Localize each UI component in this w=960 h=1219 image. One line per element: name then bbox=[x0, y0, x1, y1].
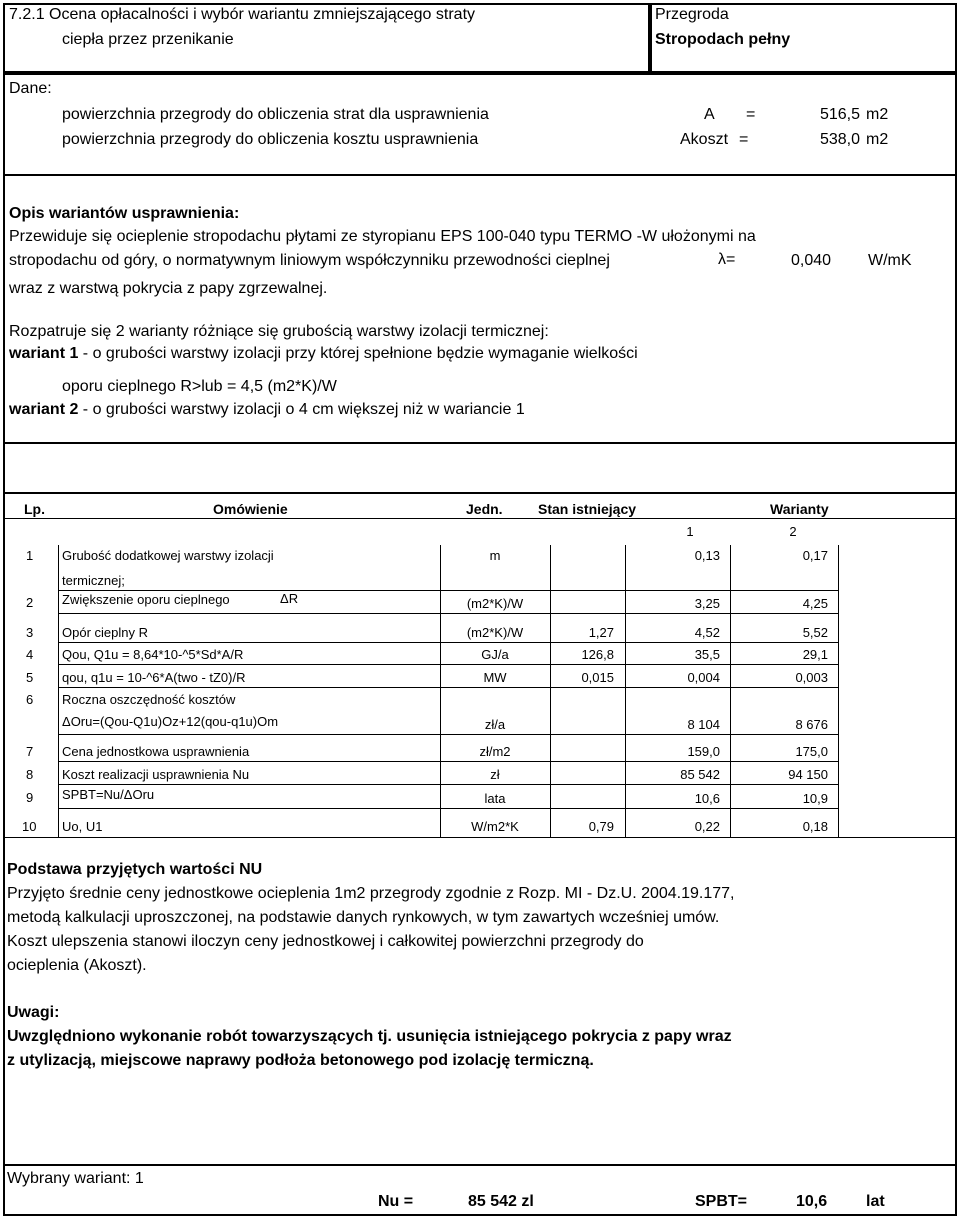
description-line2: stropodachu od góry, o normatywnym liniowym współczynniku przewodności cieplnej bbox=[9, 252, 610, 269]
row5-unit: MW bbox=[483, 670, 507, 685]
row3-v1: 4,52 bbox=[694, 625, 720, 640]
row8-unit: zł bbox=[490, 767, 500, 782]
given-eq-2: = bbox=[739, 131, 749, 148]
row1-underline bbox=[58, 590, 838, 591]
table-header-v2: 2 bbox=[789, 524, 797, 539]
table-vline-lp bbox=[58, 545, 59, 837]
row2-v1: 3,25 bbox=[694, 596, 720, 611]
row1-desc: Grubość dodatkowej warstwy izolacji bbox=[62, 548, 274, 563]
given-symbol-1: A bbox=[704, 106, 715, 123]
row9-lp: 9 bbox=[26, 790, 34, 805]
row6-desc2-wrap bbox=[62, 714, 278, 729]
row1-lp: 1 bbox=[26, 548, 34, 563]
row6-desc2: Oru=(Qou-Q1u)Oz+12(qou-q1u)Om bbox=[70, 714, 279, 729]
spbt-unit: lat bbox=[866, 1193, 885, 1210]
variant1-text: - o grubości warstwy izolacji przy której spełnione będzie wymaganie wielkości bbox=[78, 345, 638, 362]
given-text-2: powierzchnia przegrody do obliczenia kosztu usprawnienia bbox=[62, 131, 479, 148]
delta-icon: Δ bbox=[123, 787, 133, 802]
row7-v2: 175,0 bbox=[795, 744, 828, 759]
row7-v1: 159,0 bbox=[687, 744, 720, 759]
table-header-v1: 1 bbox=[686, 524, 694, 539]
row8-v1: 85 542 bbox=[680, 767, 720, 782]
row3-existing: 1,27 bbox=[588, 625, 614, 640]
given-value-2: 538,0 bbox=[819, 131, 860, 148]
row10-unit: W/m2*K bbox=[471, 819, 519, 834]
table-vline-end bbox=[838, 545, 839, 837]
page-title-line1: 7.2.1 Ocena opłacalności i wybór wariantu zmniejszającego straty bbox=[9, 6, 476, 23]
row10-existing: 0,79 bbox=[588, 819, 614, 834]
selected-variant: Wybrany wariant: 1 bbox=[7, 1170, 144, 1187]
description-line3: wraz z warstwą pokrycia z papy zgrzewalnej. bbox=[9, 280, 328, 297]
divider-summary bbox=[3, 1164, 957, 1166]
row2-underline bbox=[58, 613, 838, 614]
row1-v1: 0,13 bbox=[694, 548, 720, 563]
row10-lp: 10 bbox=[22, 819, 37, 834]
divider-table-top bbox=[3, 492, 957, 494]
row3-lp: 3 bbox=[26, 625, 34, 640]
row1-v2: 0,17 bbox=[802, 548, 828, 563]
basis-line3: Koszt ulepszenia stanowi iloczyn ceny jednostkowej i całkowitej powierzchni przegrody do bbox=[7, 933, 644, 950]
row5-desc: qou, q1u = 10-^6*A(two - tZ0)/R bbox=[62, 670, 246, 685]
lambda-unit: W/mK bbox=[868, 252, 912, 269]
row10-v2: 0,18 bbox=[802, 819, 828, 834]
given-label: Dane: bbox=[9, 80, 52, 97]
row7-desc: Cena jednostkowa usprawnienia bbox=[62, 744, 250, 759]
row3-underline bbox=[58, 642, 838, 643]
row2-v2: 4,25 bbox=[802, 596, 828, 611]
remarks-line2: z utylizacją, miejscowe naprawy podłoża betonowego pod izolację termiczną. bbox=[7, 1052, 594, 1069]
lambda-symbol: λ= bbox=[718, 251, 736, 268]
row3-unit: (m2*K)/W bbox=[466, 625, 524, 640]
row2-unit: (m2*K)/W bbox=[466, 596, 524, 611]
row4-v1: 35,5 bbox=[694, 647, 720, 662]
row4-unit: GJ/a bbox=[481, 647, 509, 662]
row6-unit: zł/a bbox=[484, 717, 506, 732]
row6-underline bbox=[58, 734, 838, 735]
row9-desc-suffix: Oru bbox=[132, 787, 155, 802]
basis-line4: ocieplenia (Akoszt). bbox=[7, 957, 147, 974]
partition-value: Stropodach pełny bbox=[655, 31, 791, 48]
remarks-line1: Uwzględniono wykonanie robót towarzyszących tj. usunięcia istniejącego pokrycia z papy wraz bbox=[7, 1028, 732, 1045]
given-eq-1: = bbox=[746, 106, 756, 123]
variant2-text: - o grubości warstwy izolacji o 4 cm większej niż w wariancie 1 bbox=[78, 401, 525, 418]
variants-intro: Rozpatruje się 2 warianty różniące się grubością warstwy izolacji termicznej: bbox=[9, 323, 549, 340]
row7-unit: zł/m2 bbox=[479, 744, 511, 759]
row4-v2: 29,1 bbox=[802, 647, 828, 662]
spbt-label: SPBT= bbox=[695, 1193, 748, 1210]
table-header-existing: Stan istniejący bbox=[538, 501, 637, 517]
row9-desc: SPBT=Nu/ bbox=[62, 787, 124, 802]
row4-desc: Qou, Q1u = 8,64*10-^5*Sd*A/R bbox=[62, 647, 244, 662]
row9-desc-wrap bbox=[62, 787, 154, 802]
table-vline-v2 bbox=[730, 545, 731, 837]
row8-desc: Koszt realizacji usprawnienia Nu bbox=[62, 767, 250, 782]
table-header-unit: Jedn. bbox=[466, 501, 503, 517]
row9-v2: 10,9 bbox=[802, 791, 828, 806]
variant1-label: wariant 1 bbox=[9, 345, 79, 362]
delta-icon: Δ bbox=[62, 714, 71, 729]
row2-lp: 2 bbox=[26, 595, 34, 610]
row8-lp: 8 bbox=[26, 767, 34, 782]
given-value-1: 516,5 bbox=[819, 106, 860, 123]
variant1-line bbox=[9, 345, 638, 363]
given-symbol-2: Akoszt bbox=[680, 131, 729, 148]
row2-delta bbox=[280, 591, 298, 606]
table-vline-v1 bbox=[625, 545, 626, 837]
row8-underline bbox=[58, 784, 838, 785]
remarks-heading: Uwagi: bbox=[7, 1004, 60, 1021]
given-unit-2: m2 bbox=[866, 131, 889, 148]
basis-heading: Podstawa przyjętych wartości NU bbox=[7, 861, 263, 878]
table-header-lp: Lp. bbox=[24, 501, 45, 517]
nu-value: 85 542 zl bbox=[468, 1193, 534, 1210]
row1-unit: m bbox=[489, 548, 501, 563]
row2-delta-label: R bbox=[288, 591, 299, 606]
spbt-value: 10,6 bbox=[796, 1193, 828, 1210]
row5-underline bbox=[58, 687, 838, 688]
table-header-variants: Warianty bbox=[770, 501, 829, 517]
lambda-value: 0,040 bbox=[791, 252, 832, 269]
row7-lp: 7 bbox=[26, 744, 34, 759]
row10-desc: Uo, U1 bbox=[62, 819, 103, 834]
table-header-desc: Omówienie bbox=[213, 501, 288, 517]
delta-icon: Δ bbox=[280, 591, 289, 606]
given-text-1: powierzchnia przegrody do obliczenia strat dla usprawnienia bbox=[62, 106, 489, 123]
row6-lp: 6 bbox=[26, 692, 34, 707]
row2-desc: Zwiększenie oporu cieplnego bbox=[62, 592, 230, 607]
row5-existing: 0,015 bbox=[581, 670, 614, 685]
row6-v2: 8 676 bbox=[795, 717, 828, 732]
basis-line1: Przyjęto średnie ceny jednostkowe ocieplenia 1m2 przegrody zgodnie z Rozp. MI - Dz.U. 2004.19.177, bbox=[7, 885, 735, 902]
divider-given bbox=[3, 174, 957, 176]
row7-underline bbox=[58, 761, 838, 762]
basis-line2: metodą kalkulacji uproszczonej, na podstawie danych rynkowych, w tym zawartych wcześniej umów. bbox=[7, 909, 720, 926]
row1-desc2: termicznej; bbox=[62, 573, 125, 588]
row5-v1: 0,004 bbox=[687, 670, 720, 685]
table-header-underline bbox=[3, 518, 957, 519]
description-heading: Opis wariantów usprawnienia: bbox=[9, 205, 240, 222]
row5-v2: 0,003 bbox=[795, 670, 828, 685]
row9-v1: 10,6 bbox=[694, 791, 720, 806]
row3-desc: Opór cieplny R bbox=[62, 625, 148, 640]
divider-description bbox=[3, 442, 957, 444]
nu-label: Nu = bbox=[378, 1193, 414, 1210]
row8-v2: 94 150 bbox=[788, 767, 828, 782]
given-unit-1: m2 bbox=[866, 106, 889, 123]
table-vline-existing bbox=[550, 545, 551, 837]
row10-underline bbox=[3, 837, 957, 838]
row3-v2: 5,52 bbox=[802, 625, 828, 640]
description-line1: Przewiduje się ocieplenie stropodachu płytami ze styropianu EPS 100-040 typu TERMO -W ułożonymi na bbox=[9, 228, 756, 245]
row4-lp: 4 bbox=[26, 647, 34, 662]
row5-lp: 5 bbox=[26, 670, 34, 685]
variant2-label: wariant 2 bbox=[9, 401, 79, 418]
row4-underline bbox=[58, 664, 838, 665]
row6-v1: 8 104 bbox=[687, 717, 720, 732]
page-title-line2: ciepła przez przenikanie bbox=[62, 31, 234, 48]
row9-unit: lata bbox=[484, 791, 506, 806]
row9-underline bbox=[58, 808, 838, 809]
variant1-text2: oporu cieplnego R>lub = 4,5 (m2*K)/W bbox=[62, 378, 337, 395]
partition-label: Przegroda bbox=[655, 6, 729, 23]
table-vline-unit bbox=[440, 545, 441, 837]
row10-v1: 0,22 bbox=[694, 819, 720, 834]
variant2-line bbox=[9, 401, 525, 419]
row6-desc: Roczna oszczędność kosztów bbox=[62, 692, 236, 707]
row4-existing: 126,8 bbox=[581, 647, 614, 662]
